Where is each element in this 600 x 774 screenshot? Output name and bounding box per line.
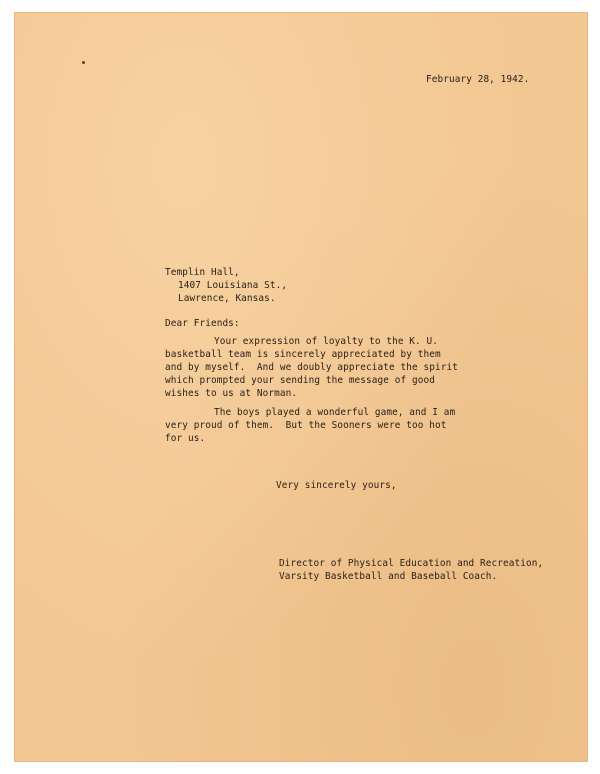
paragraph-1-line: which prompted your sending the message of good — [165, 375, 435, 386]
paragraph-2-line: The boys played a wonderful game, and I am — [214, 407, 456, 418]
salutation: Dear Friends: — [165, 318, 240, 329]
signature-title-line: Director of Physical Education and Recreation, — [279, 558, 544, 569]
address-line-3: Lawrence, Kansas. — [178, 293, 276, 304]
address-line-1: Templin Hall, — [165, 267, 240, 278]
address-line-2: 1407 Louisiana St., — [178, 280, 288, 291]
letter-date: February 28, 1942. — [426, 74, 530, 85]
signature-title-line: Varsity Basketball and Baseball Coach. — [279, 571, 498, 582]
paragraph-1-line: basketball team is sincerely appreciated by them — [165, 349, 441, 360]
paper-speck — [82, 61, 85, 64]
paragraph-2-line: for us. — [165, 433, 206, 444]
paragraph-1-line: Your expression of loyalty to the K. U. — [214, 336, 439, 347]
paragraph-1-line: wishes to us at Norman. — [165, 388, 298, 399]
letter-page — [14, 12, 588, 762]
closing: Very sincerely yours, — [276, 480, 397, 491]
paragraph-1-line: and by myself. And we doubly appreciate the spirit — [165, 362, 458, 373]
paragraph-2-line: very proud of them. But the Sooners were too hot — [165, 420, 447, 431]
